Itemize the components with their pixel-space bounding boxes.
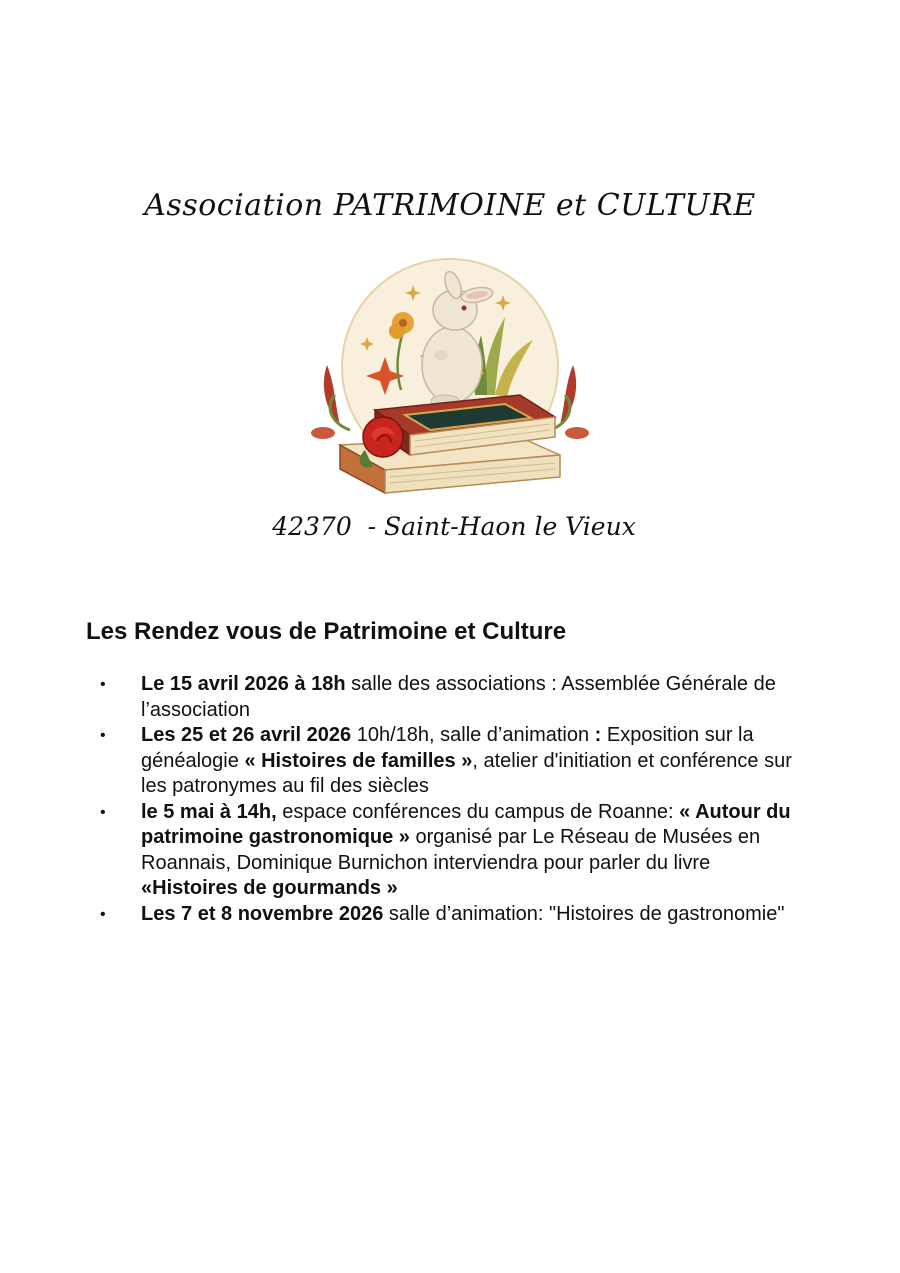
rabbit-on-book-logo	[305, 255, 595, 510]
event-item: • Les 25 et 26 avril 2026 10h/18h, salle d’animation : Exposition sur la généalogie « Histoires de familles », atelier d'initiation et conférence sur les patronymes au fil des siècles	[100, 724, 792, 797]
event-item: • Le 15 avril 2026 à 18h salle des associations : Assemblée Générale de l’association	[100, 673, 776, 721]
association-title: Association PATRIMOINE et CULTURE	[144, 188, 756, 223]
bullet: •	[100, 727, 106, 744]
events-list	[100, 672, 805, 927]
bullet: •	[100, 905, 106, 923]
association-address: 42370 - Saint-Haon le Vieux	[272, 512, 636, 541]
event-item: • Les 7 et 8 novembre 2026 salle d’animation: "Histoires de gastronomie"	[100, 902, 805, 928]
bullet: •	[100, 676, 106, 693]
section-heading: Les Rendez vous de Patrimoine et Culture	[86, 618, 567, 645]
event-item: • le 5 mai à 14h, espace conférences du campus de Roanne: « Autour du patrimoine gastronomique » organisé par Le Réseau de Musées en Roannais, Dominique Burnichon interviendra pour parler du livre «Histoires de gourmands »	[100, 800, 791, 899]
bullet: •	[100, 803, 106, 821]
